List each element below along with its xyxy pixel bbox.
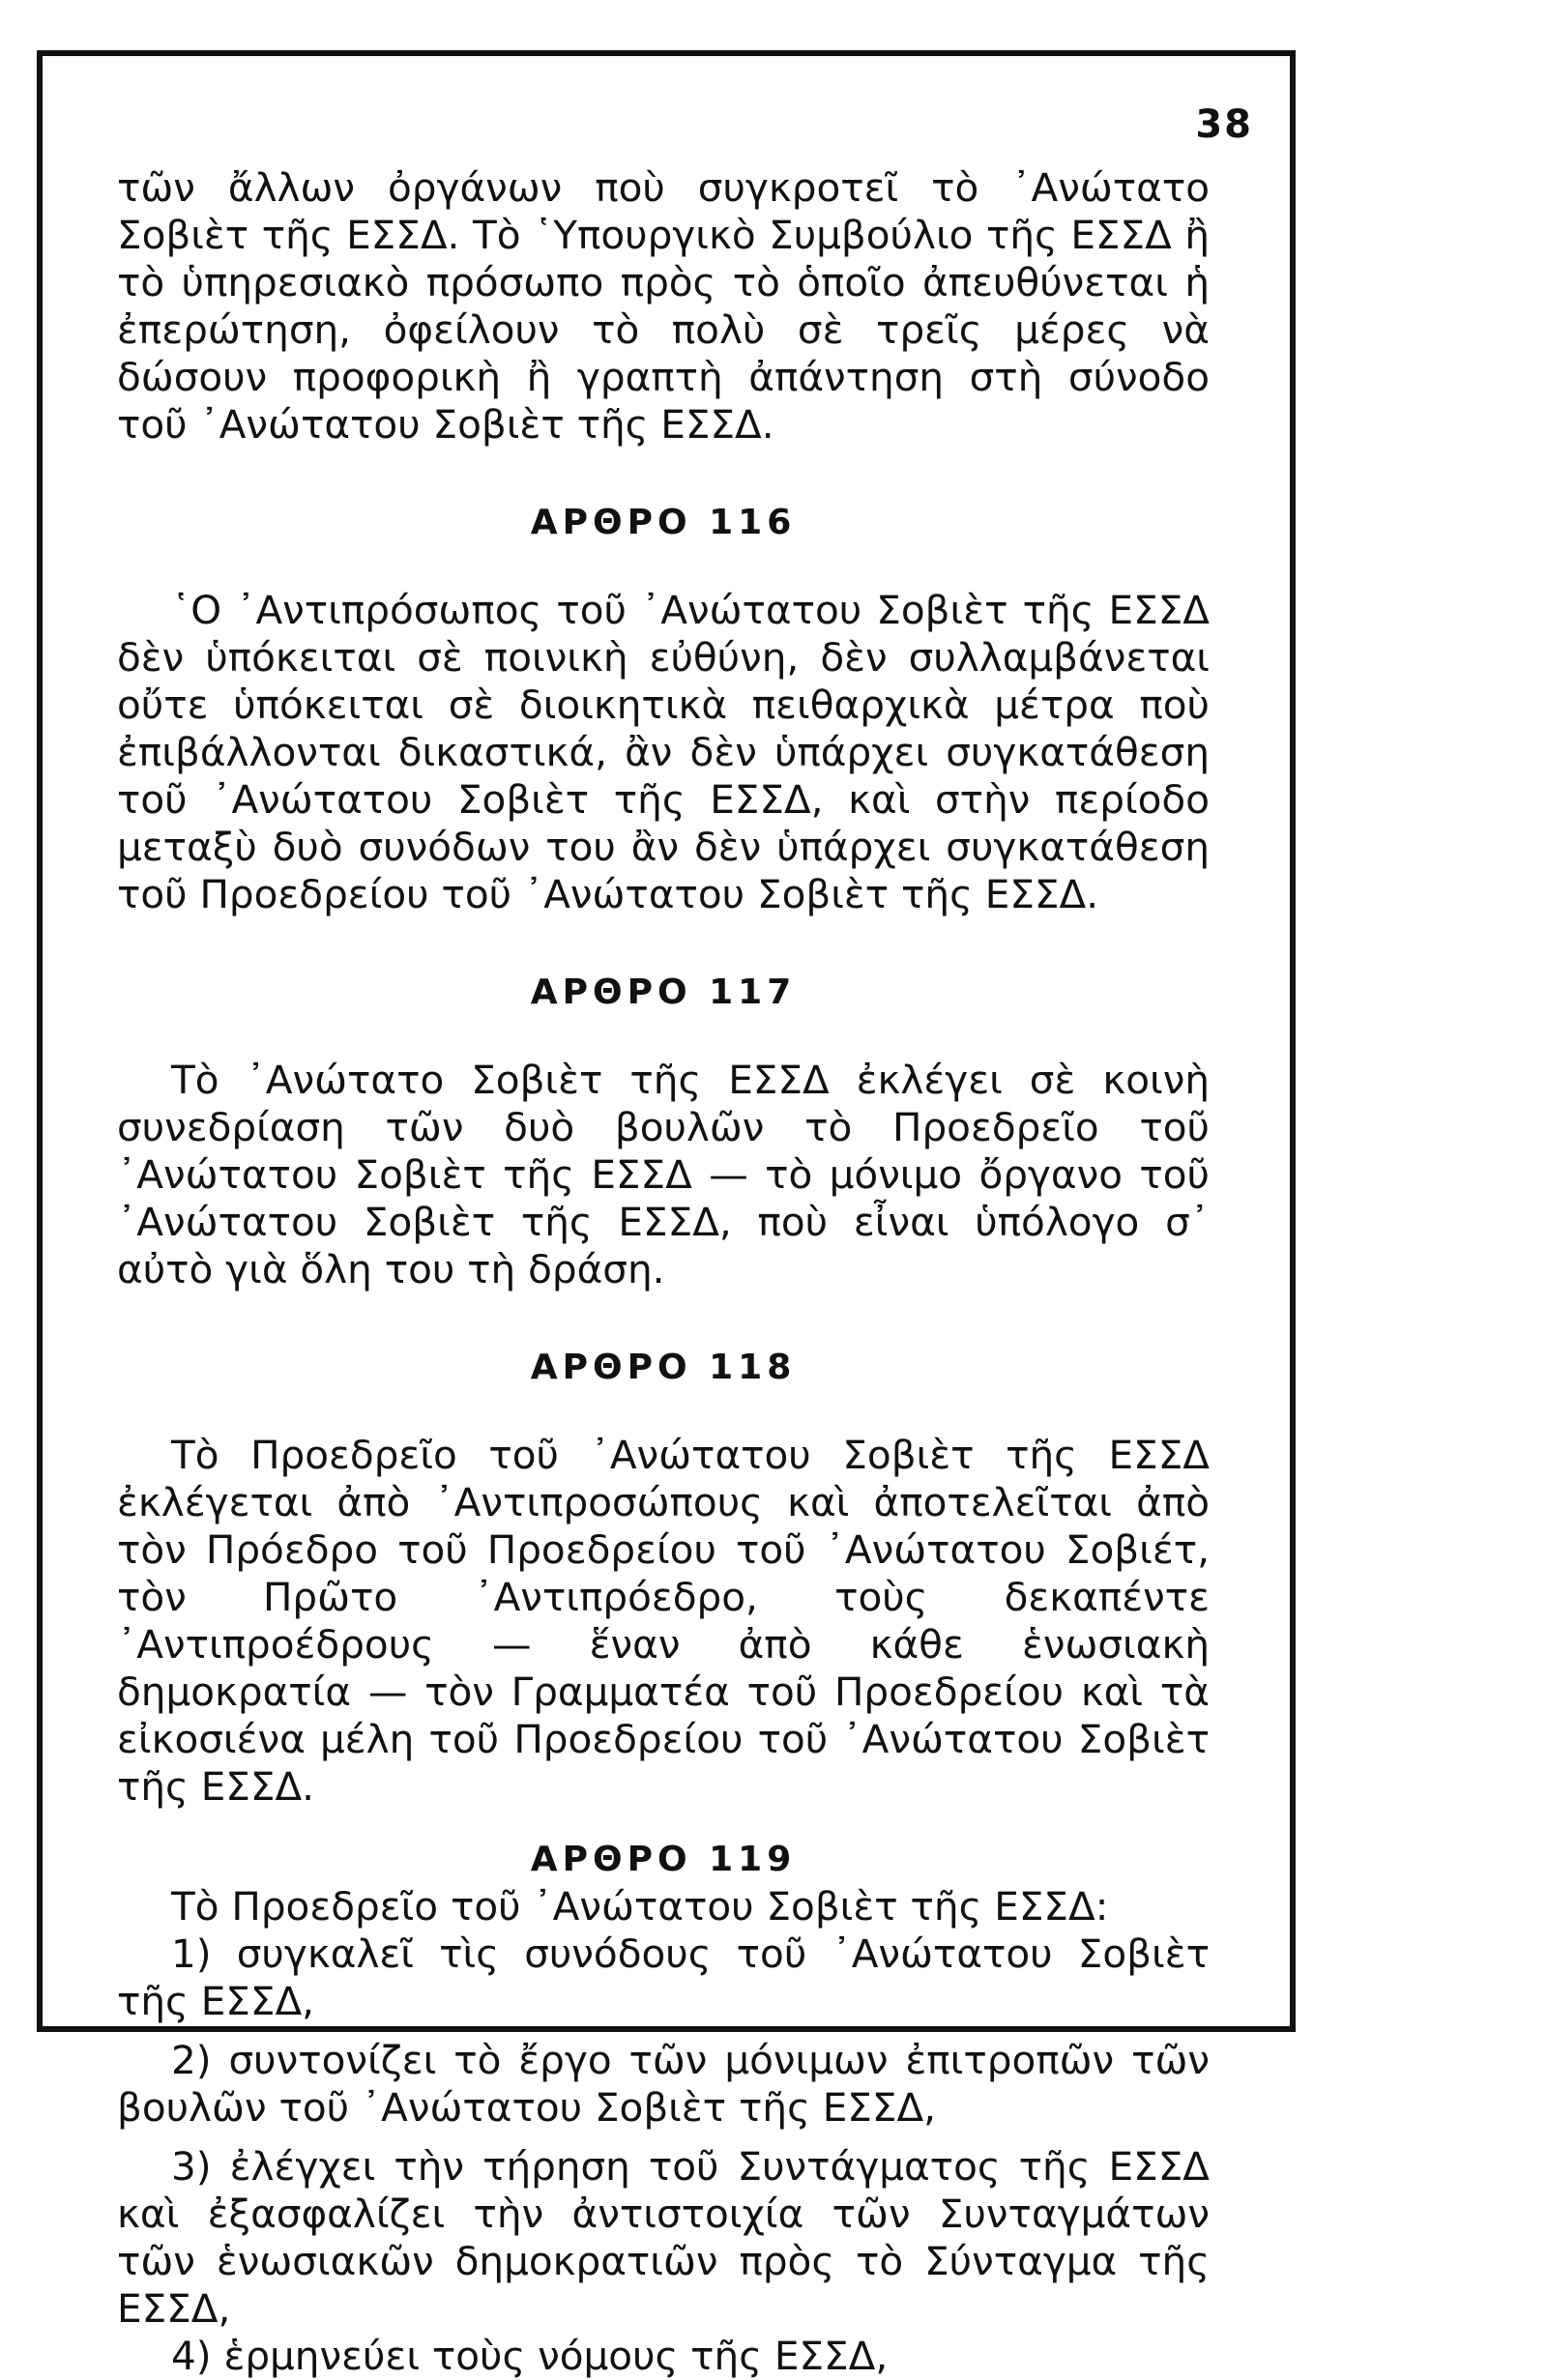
article-116-heading: ΑΡΘΡΟ 116: [530, 503, 797, 542]
text-column: [117, 164, 1210, 2380]
article-119-item-1: 1) συγκαλεῖ τὶς συνόδους τοῦ ᾿Ανώτατου Σοβιὲτ τῆς ΕΣΣΔ,: [117, 1930, 1210, 2024]
article-119-item-2: 2) συντονίζει τὸ ἔργο τῶν μόνιμων ἐπιτροπῶν τῶν βουλῶν τοῦ ᾿Ανώτατου Σοβιὲτ τῆς ΕΣΣΔ,: [117, 2037, 1210, 2131]
article-116-paragraph: ῾Ο ᾿Αντιπρόσωπος τοῦ ᾿Ανώτατου Σοβιὲτ τῆς ΕΣΣΔ δὲν ὑπόκειται σὲ ποινικὴ εὐθύνη, δὲν συλλαμβάνεται οὔτε ὑπόκειται σὲ διοικητικὰ πειθαρχικὰ μέτρα ποὺ ἐπιβάλλονται δικαστικά, ἂν δὲν ὑπάρχει συγκατάθεση τοῦ ᾿Ανώτατου Σοβιὲτ τῆς ΕΣΣΔ, καὶ στὴν περίοδο μεταξὺ δυὸ συνόδων του ἂν δὲν ὑπάρχει συγκατάθεση τοῦ Προεδρείου τοῦ ᾿Ανώτατου Σοβιὲτ τῆς ΕΣΣΔ.: [117, 587, 1210, 917]
article-118-heading: ΑΡΘΡΟ 118: [530, 1348, 797, 1387]
article-117-paragraph: Τὸ ᾿Ανώτατο Σοβιὲτ τῆς ΕΣΣΔ ἐκλέγει σὲ κοινὴ συνεδρίαση τῶν δυὸ βουλῶν τὸ Προεδρεῖο τοῦ ᾿Ανώτατου Σοβιὲτ τῆς ΕΣΣΔ — τὸ μόνιμο ὄργανο τοῦ ᾿Ανώτατου Σοβιὲτ τῆς ΕΣΣΔ, ποὺ εἶναι ὑπόλογο σ᾿ αὐτὸ γιὰ ὅλη του τὴ δράση.: [117, 1057, 1210, 1292]
page-number: 38: [1195, 102, 1253, 147]
article-119-item-4: 4) ἑρμηνεύει τοὺς νόμους τῆς ΕΣΣΔ,: [171, 2333, 889, 2379]
opening-paragraph: τῶν ἄλλων ὀργάνων ποὺ συγκροτεῖ τὸ ᾿Ανώτατο Σοβιὲτ τῆς ΕΣΣΔ. Τὸ ῾Υπουργικὸ Συμβούλιο τῆς ΕΣΣΔ ἢ τὸ ὑπηρεσιακὸ πρόσωπο πρὸς τὸ ὁποῖο ἀπευθύνεται ἡ ἐπερώτηση, ὀφείλουν τὸ πολὺ σὲ τρεῖς μέρες νὰ δώσουν προφορικὴ ἢ γραπτὴ ἀπάντηση στὴ σύνοδο τοῦ ᾿Ανώτατου Σοβιὲτ τῆς ΕΣΣΔ.: [117, 164, 1210, 448]
article-119-heading: ΑΡΘΡΟ 119: [530, 1840, 797, 1879]
page-frame: [37, 50, 1296, 2379]
article-119-item-3: 3) ἐλέγχει τὴν τήρηση τοῦ Συντάγματος τῆς ΕΣΣΔ καὶ ἐξασφαλίζει τὴν ἀντιστοιχία τῶν Συνταγμάτων τῶν ἑνωσιακῶν δημοκρατιῶν πρὸς τὸ Σύνταγμα τῆς ΕΣΣΔ,: [117, 2143, 1210, 2332]
article-117-heading: ΑΡΘΡΟ 117: [530, 972, 797, 1012]
article-119-intro: Τὸ Προεδρεῖο τοῦ ᾿Ανώτατου Σοβιὲτ τῆς ΕΣΣΔ:: [171, 1883, 1109, 1930]
article-118-paragraph: Τὸ Προεδρεῖο τοῦ ᾿Ανώτατου Σοβιὲτ τῆς ΕΣΣΔ ἐκλέγεται ἀπὸ ᾿Αντιπροσώπους καὶ ἀποτελεῖται ἀπὸ τὸν Πρόεδρο τοῦ Προεδρείου τοῦ ᾿Ανώτατου Σοβιέτ, τὸν Πρῶτο ᾿Αντιπρόεδρο, τοὺς δεκαπέντε ᾿Αντιπροέδρους — ἕναν ἀπὸ κάθε ἑνωσιακὴ δημοκρατία — τὸν Γραμματέα τοῦ Προεδρείου καὶ τὰ εἰκοσιένα μέλη τοῦ Προεδρείου τοῦ ᾿Ανώτατου Σοβιὲτ τῆς ΕΣΣΔ.: [117, 1432, 1210, 1810]
